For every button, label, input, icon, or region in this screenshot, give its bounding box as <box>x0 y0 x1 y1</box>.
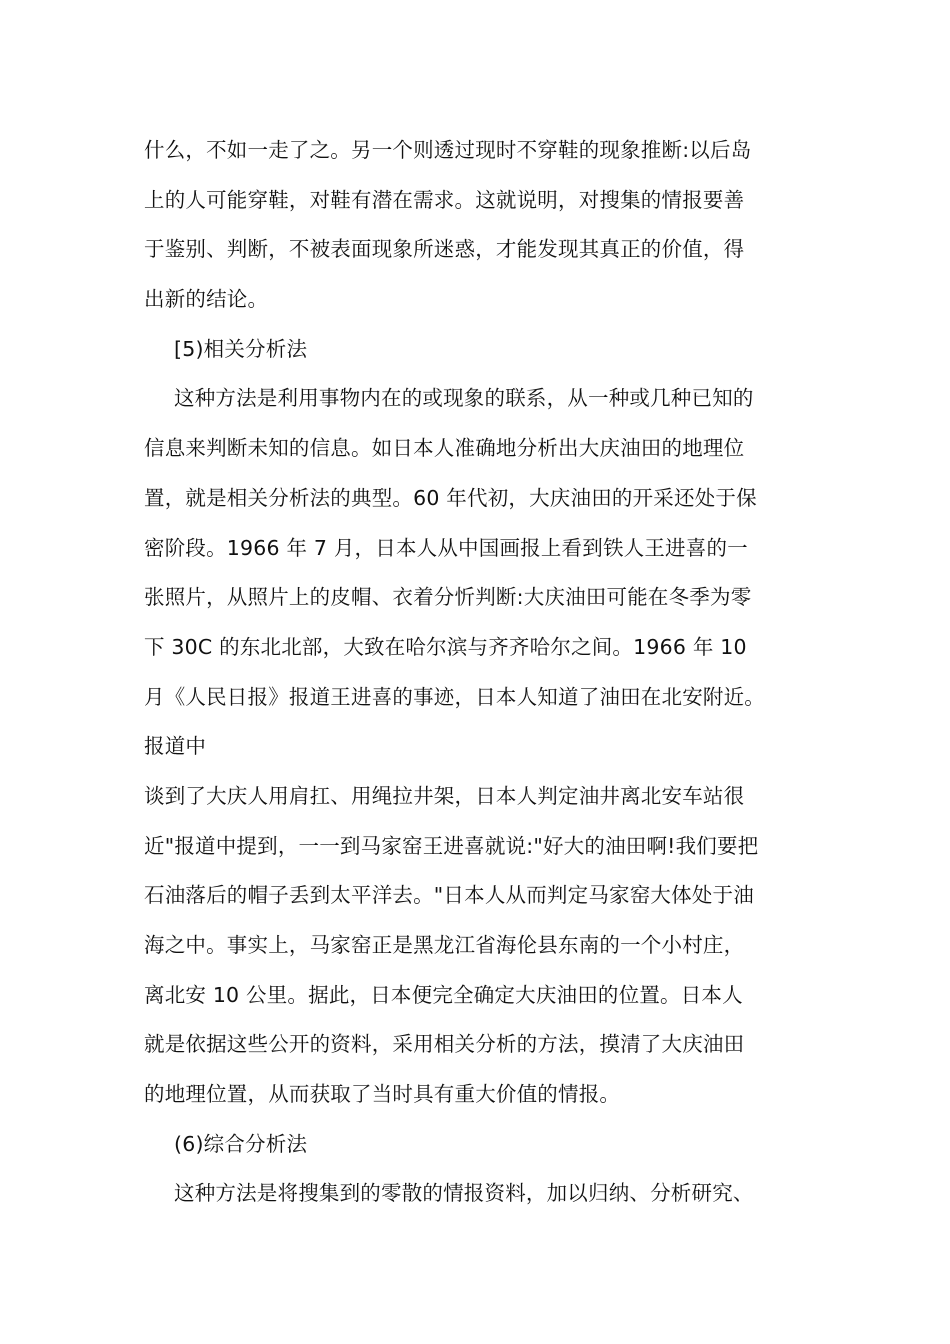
section-heading: (6)综合分析法 <box>174 1131 308 1156</box>
text-line: 就是依据这些公开的资料，采用相关分析的方法，摸清了大庆油田 <box>144 1032 745 1057</box>
section-heading: [5)相关分析法 <box>174 336 308 361</box>
text-line: 密阶段。1966 年 7 月，日本人从中国画报上看到铁人王进喜的一 <box>144 535 748 560</box>
text-line: 置，就是相关分析法的典型。60 年代初，大庆油田的开采还处于保 <box>144 485 757 510</box>
text-line: 近"报道中提到，一一到马家窑王进喜就说:"好大的油田啊!我们要把 <box>144 833 759 858</box>
text-line: 下 30C 的东北北部，大致在哈尔滨与齐齐哈尔之间。1966 年 10 <box>144 634 747 659</box>
text-line: 出新的结论。 <box>144 287 269 312</box>
text-line: 什么，不如一走了之。另一个则透过现时不穿鞋的现象推断:以后岛 <box>144 138 752 162</box>
text-line: 这种方法是利用事物内在的或现象的联系，从一种或几种已知的 <box>174 386 754 411</box>
text-line: 离北安 10 公里。据此，日本便完全确定大庆油田的位置。日本人 <box>144 982 743 1007</box>
text-line: 报道中 <box>144 734 207 759</box>
text-line: 月《人民日报》报道王进喜的事迹，日本人知道了油田在北安附近。 <box>144 684 765 709</box>
text-line: 信息来判断未知的信息。如日本人准确地分析出大庆油田的地理位 <box>144 436 745 461</box>
text-line: 海之中。事实上，马家窑正是黑龙江省海伦县东南的一个小村庄， <box>144 933 745 957</box>
text-line: 张照片，从照片上的皮帽、衣着分忻判断:大庆油田可能在冬季为零 <box>144 585 752 610</box>
text-line: 于鉴别、判断，不被表面现象所迷惑，才能发现其真正的价值，得 <box>144 237 745 262</box>
text-line: 这种方法是将搜集到的零散的情报资料，加以归纳、分析研究、 <box>174 1181 754 1206</box>
text-line: 上的人可能穿鞋，对鞋有潜在需求。这就说明，对搜集的情报要善 <box>144 187 745 212</box>
text-line: 石油落后的帽子丢到太平洋去。"日本人从而判定马家窑大体处于油 <box>144 883 754 908</box>
body-text <box>144 126 824 1219</box>
text-line: 的地理位置，从而获取了当时具有重大价值的情报。 <box>144 1082 621 1107</box>
text-line: 谈到了大庆人用肩扛、用绳拉井架，日本人判定油井离北安车站很 <box>144 783 745 808</box>
